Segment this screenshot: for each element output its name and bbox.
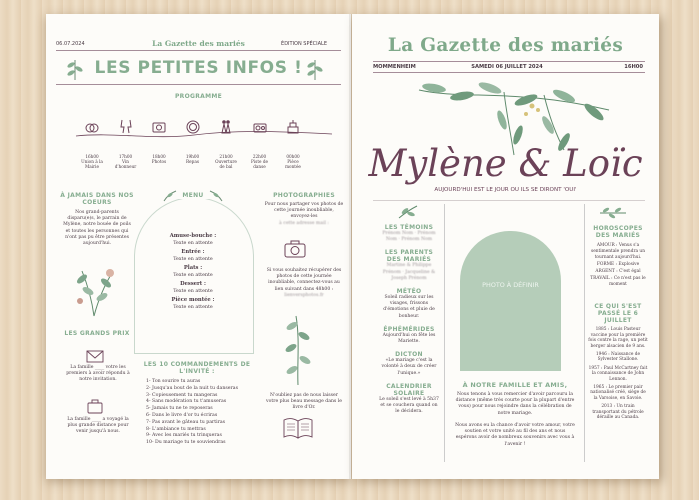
menu-course-name: Amuse-bouche : (169, 233, 217, 239)
menu-course-value: Texte en attente (173, 305, 213, 310)
programme-label: Repas (186, 159, 199, 165)
horoscope-line: FORME : Explosive (596, 261, 640, 267)
programme-time: 17h00 (118, 154, 133, 159)
programme-item (248, 118, 272, 170)
programme-label: Union à la Mairie (81, 159, 103, 170)
issue-date: 06.07.2024 (56, 41, 85, 47)
commandement-item: 8- L'ambiance tu mettras (146, 426, 206, 432)
famille-title: À NOTRE FAMILLE ET AMIS, (462, 381, 568, 389)
masthead-city: MOMMENHEIM (373, 64, 416, 70)
menu-course-value: Texte en attente (173, 289, 213, 294)
masthead-title: La Gazette des mariés (387, 35, 624, 56)
special-edition-label: ÉDITION SPÉCIALE (281, 41, 327, 47)
ephem-text: Aujourd'hui on fête les Mariette. (382, 332, 436, 345)
meteo-text: Soleil radieux sur les visages, frissons d'émotions et pluie de bonheur. (383, 295, 435, 319)
passe-line: 1965 : Le premier pair nationalisé créé, siège de la Varsoise, en Savoie. (590, 384, 646, 402)
column-divider-right (584, 204, 585, 462)
menu-title: MENU (134, 192, 252, 199)
temoins-title: LES TÉMOINS (384, 224, 434, 231)
dicton-text: «Le mariage c'est la volonté à deux de créer l'unique.» (381, 358, 437, 376)
horoscope-line: AMOUR : Venus s'a sentimentale prendra un tournant aujourd'hui. (591, 243, 645, 260)
commandements-list (146, 379, 266, 447)
programme-item (80, 118, 104, 170)
passe-title: CE QUI S'EST PASSÉ LE 6 JUILLET (594, 303, 642, 324)
coeurs-text: Nos grand-parents disparu(e)s, le parrain de Mylène, notre bouée de poils et toutes les personnes qui n'ont pas pu être présentes aujourd'hui. (63, 210, 131, 247)
programme-label: Photos (151, 159, 167, 165)
programme-time: 18h00 (152, 154, 166, 159)
temoins-text: Prénom Nom · Prénom Nom · Prénom Nom (382, 231, 436, 243)
right-page (352, 14, 659, 479)
grands-prix-title: LES GRANDS PRIX (64, 330, 130, 337)
passe-list (588, 327, 648, 423)
suitcase-icon (86, 397, 104, 415)
gazette-small-title: La Gazette des mariés (152, 39, 245, 48)
eucalyptus-bouquet-icon (68, 261, 120, 317)
passe-line: 1885 : Louis Pasteur vaccine pour la première fois contre la rage, un petit berger alsacien de 9 ans. (588, 327, 648, 349)
column-divider-left (444, 204, 445, 462)
menu-course-value: Texte en attente (173, 273, 213, 278)
programme-title: PROGRAMME (174, 93, 223, 100)
horoscope-list (588, 243, 648, 290)
commandement-item: 3- Copieusement tu mangeras (146, 392, 218, 398)
programme-item (281, 118, 305, 170)
grand-prix-first-response: La famille ____ votre les premiers à avoir répondu à notre invitation. (66, 365, 130, 383)
famille-paragraph-1: Nous tenons à vous remercier d'avoir parcouru la distance (même très courte pour la plupart d'entre vous) pour nous rejoindre dans la célébration de notre mariage. (455, 392, 575, 416)
commandement-item: 4- Sans modération tu t'amuseras (146, 399, 227, 405)
commandement-item: 2- Jusqu'au bout de la nuit tu danseras (146, 385, 238, 391)
parents-title: LES PARENTS DES MARIÉS (384, 249, 434, 264)
passe-line: 1957 : Paul McCartney fait la connaissance de John Lennon. (588, 365, 648, 382)
menu-course-value: Texte en attente (173, 257, 213, 262)
menu-leaf-left-icon (163, 190, 177, 202)
photo-placeholder-label: PHOTO À DÉFINIR (482, 281, 539, 289)
commandements-title: LES 10 COMMANDEMENTS DE L'INVITÉ : (143, 361, 251, 375)
photos-email-blurred: à cette adresse mail : (279, 220, 329, 226)
ephem-title: ÉPHÉMÉRIDES (383, 325, 435, 333)
menu-leaf-right-icon (209, 190, 223, 202)
music-icon (252, 118, 268, 134)
photos-download-instructions: Si vous souhaitez récupérer des photos de cette journée inoubliable, connectez-vous au lien suivant dans 48h00 : (266, 268, 342, 292)
camera-icon (283, 239, 307, 259)
commandement-item: 7- Pas avant le gâteau tu partiras (146, 419, 226, 425)
sprig-right-icon (304, 57, 326, 81)
photos-link-blurred[interactable]: lienversphotos.fr (284, 292, 324, 298)
programme-label: Vin d'honneur (114, 159, 137, 170)
masthead-time: 16H00 (624, 64, 643, 70)
programme-item (114, 118, 138, 170)
menu-course-value: Texte en attente (173, 241, 213, 246)
open-book-icon (283, 417, 313, 439)
photos-send-text (264, 202, 344, 227)
meteo-title: MÉTÉO (396, 288, 422, 296)
calendrier-title: CALENDRIER SOLAIRE (386, 382, 432, 397)
calendrier-text: Le soleil s'est levé à 5h37 et se couchera quand on le décidera. (379, 396, 439, 415)
photos-send-instructions: Pour nous partager vos photos de cette journée inoubliable, envoyez-les (264, 202, 344, 220)
dancers-icon (218, 118, 234, 134)
menu-list (138, 233, 248, 313)
grand-prix-distance: La famille ____ a voyagé la plus grande distance pour venir jusqu'à nous. (67, 417, 129, 435)
programme-label: Pièce montée (285, 159, 301, 170)
programme-time: 21h00 (219, 154, 233, 159)
programme-item (181, 118, 205, 164)
menu-course-name: Dessert : (180, 281, 206, 287)
glasses-icon (118, 118, 134, 134)
cake-icon (285, 118, 301, 134)
passe-line: 2013 : Un train transportant du pétrole déraille au Canada. (592, 404, 644, 421)
menu-course-name: Pièce montée : (171, 297, 215, 303)
commandement-item: 6- Dans le livre d'or tu écriras (146, 412, 218, 418)
photographies-title: PHOTOGRAPHIES (273, 192, 335, 199)
programme-label: Piste de danse (251, 159, 268, 170)
left-column-sprig-icon (397, 204, 419, 220)
page-title: LES PETITES INFOS ! (94, 58, 303, 78)
horoscope-line: ARGENT : C'est égal (595, 269, 641, 275)
photos-download-text (264, 268, 344, 299)
rings-icon (84, 118, 100, 134)
programme-time: 19h00 (185, 154, 200, 159)
photo-placeholder (460, 231, 561, 371)
coeurs-title: À JAMAIS DANS NOS COEURS (60, 192, 134, 206)
commandement-item: 5- Jamais tu ne te reposeras (146, 406, 213, 412)
dicton-title: DICTON (395, 351, 423, 359)
eucalyptus-branch-icon (278, 314, 318, 386)
commandement-item: 10- Du mariage tu te souviendras (146, 440, 226, 446)
plate-icon (185, 118, 201, 134)
masthead-date: SAMEDI 06 JUILLET 2024 (471, 64, 543, 70)
programme-item (147, 118, 171, 164)
programme-time: 16h00 (85, 154, 99, 159)
famille-paragraph-2: Nous avons eu la chance d'avoir votre amour, votre soutien et votre unité au fil des ans et nous espérons avoir de nombreux souvenirs avec vous à l'avenir ! (455, 423, 575, 447)
right-column-sprig-icon (598, 206, 628, 220)
right-page-left-column (378, 222, 440, 421)
left-page (46, 14, 351, 479)
menu-course-name: Plats : (183, 265, 203, 271)
camera-icon (151, 118, 167, 134)
envelope-icon (86, 349, 104, 363)
tagline: AUJOURD'HUI EST LE JOUR OU ILS SE DIRONT 'OUI' (434, 187, 577, 193)
programme-time: 00h00 (286, 154, 300, 159)
programme-label: Ouverture de bal (215, 159, 237, 170)
livre-dor-text: N'oubliez pas de nous laisser votre plus beau message dans le livre d'Or. (266, 393, 342, 411)
menu-course-name: Entrée : (181, 249, 205, 255)
couple-names: Mylène & Loïc (368, 142, 643, 185)
horoscope-line: TRAVAIL : Ce n'est pas le moment (590, 276, 646, 288)
parents-text: Martine & Philippe Prénom · Jacqueline & Joseph Prénom (382, 263, 436, 281)
horoscope-title: HOROSCOPES DES MARIÉS (593, 225, 643, 239)
commandement-item: 1- Ton sourire tu auras (146, 379, 201, 384)
commandement-item: 9- Avec les mariés tu trinqueras (146, 433, 222, 439)
programme-time: 22h00 (252, 154, 267, 159)
programme-item (214, 118, 238, 170)
passe-line: 1946 : Naissance de Sylvester Stallone. (595, 351, 641, 363)
